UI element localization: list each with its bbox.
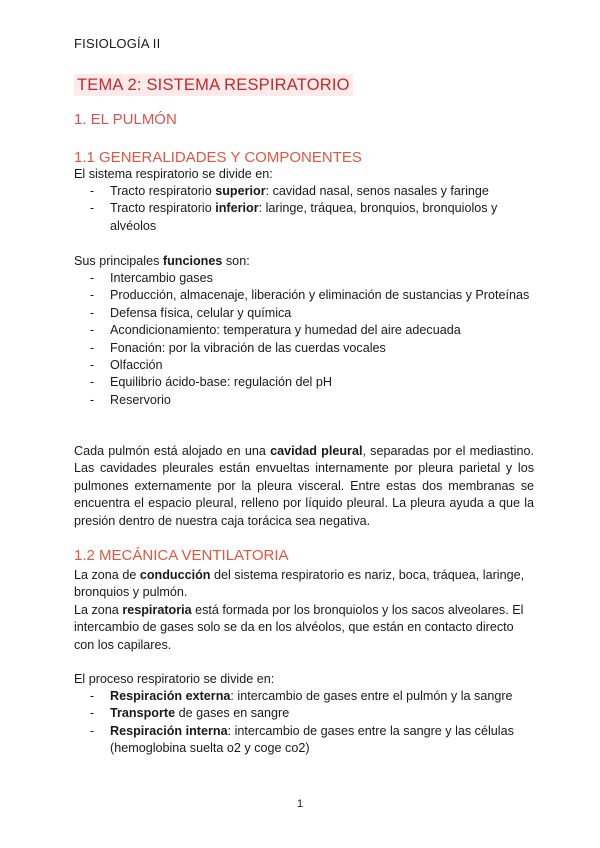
list-item: - Acondicionamiento: temperatura y humedad del aire adecuada [74,322,534,339]
list-item: - Fonación: por la vibración de las cuerdas vocales [74,340,534,357]
process-intro: El proceso respiratorio se divide en: [74,672,275,686]
document-title: TEMA 2: SISTEMA RESPIRATORIO [74,74,353,96]
list-item: - Tracto respiratorio superior: cavidad nasal, senos nasales y faringe [74,183,534,200]
list-item: - Respiración interna: intercambio de gases entre la sangre y las células (hemoglobina suelta o2 y coge co2) [90,723,514,756]
list-item: - Transporte de gases en sangre [74,705,534,722]
list-item: - Intercambio gases [74,270,534,287]
dash-bullet: - [90,323,95,338]
respiratory-zone-paragraph: La zona respiratoria está formada por los bronquiolos y los sacos alveolares. El intercambio de gases solo se da en los alvéolos, que están en contacto directo con los capilares. [74,603,524,652]
list-item: - Olfacción [74,357,534,374]
section-heading-1: 1. EL PULMÓN [74,111,177,128]
dash-bullet: - [90,305,95,320]
list-item: - Respiración externa: intercambio de gases entre el pulmón y la sangre [74,688,534,705]
respiratory-division-intro: El sistema respiratorio se divide en: [74,167,273,181]
functions-intro: Sus principales funciones son: [74,254,250,268]
dash-bullet: - [90,271,95,285]
list-item: - Defensa física, celular y química [74,305,534,322]
page-number: 1 [296,798,304,810]
list-item: - Reservorio [74,392,534,409]
conduction-zone-paragraph: La zona de conducción del sistema respiratorio es nariz, boca, tráquea, laringe, bronquios y pulmón. [74,568,525,600]
dash-bullet: - [90,706,95,721]
dash-bullet: - [90,689,95,703]
subsection-heading-1-2: 1.2 MECÁNICA VENTILATORIA [74,547,289,564]
subsection-heading-1-1: 1.1 GENERALIDADES Y COMPONENTES [74,149,362,166]
page-header: FISIOLOGÍA II [74,36,161,51]
list-item: - Equilibrio ácido-base: regulación del pH [74,374,534,391]
dash-bullet: - [90,184,95,198]
process-list [74,688,534,758]
dash-bullet: - [90,201,95,216]
dash-bullet: - [90,723,95,738]
dash-bullet: - [90,392,95,407]
functions-list [74,270,534,409]
dash-bullet: - [90,358,95,373]
pleura-paragraph: Cada pulmón está alojado en una cavidad pleural, separadas por el mediastino. Las cavidades pleurales están envueltas internamente por pleura parietal y los pulmones externamente por la pleura visceral. Entre estas dos membranas se encuentra el espacio pleural, relleno por líquido pleural. La pleura ayuda a que la presión dentro de nuestra caja torácica sea negativa. [74,444,534,528]
dash-bullet: - [90,375,95,390]
list-item: - Tracto respiratorio inferior: laringe, tráquea, bronquios, bronquiolos y alvéolos [90,201,498,233]
respiratory-tract-list [74,183,534,235]
dash-bullet: - [90,288,95,303]
dash-bullet: - [90,340,95,355]
list-item: - Producción, almacenaje, liberación y eliminación de sustancias y Proteínas [74,287,534,304]
